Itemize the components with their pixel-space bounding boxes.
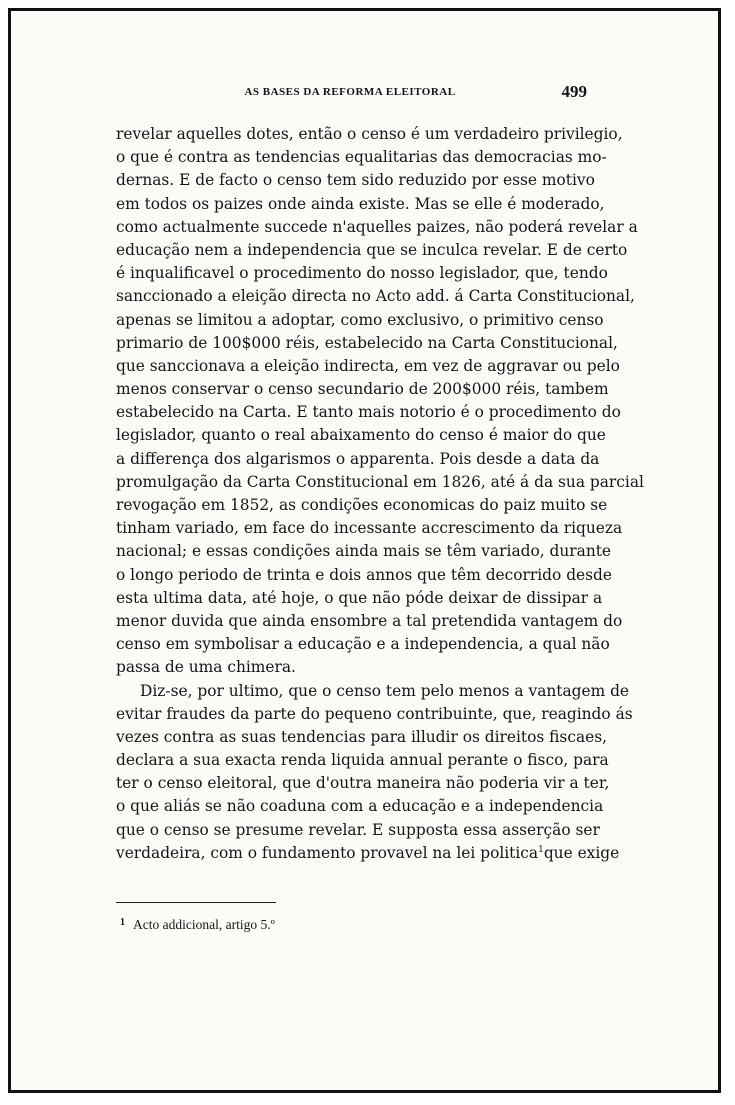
text-line: educação nem a independencia que se inculca revelar. E de certo [116,240,628,259]
footnote-marker: 1 [120,917,125,928]
text-line-part: que exige [543,843,620,862]
text-line-with-footnote [116,842,620,865]
text-line: revelar aquelles dotes, então o censo é um verdadeiro privilegio, [116,125,623,143]
text-line: revogação em 1852, as condições economicas do paiz muito se [116,496,608,514]
paragraph-start-line: Diz-se, por ultimo, que o censo tem pelo menos a vantagem de [140,681,630,700]
footnote-text: Acto addicional, artigo 5.º [133,917,275,932]
text-line: que sanccionava a eleição indirecta, em vez de aggravar ou pelo [116,356,620,375]
text-line: o que é contra as tendencias equalitarias das democracias mo- [116,148,607,167]
text-line: censo em symbolisar a educação e a independencia, a qual não [116,635,610,654]
text-line: promulgação da Carta Constitucional em 1826, até á da sua parcial [116,472,644,491]
body-text [116,123,644,865]
footnote-rule [116,902,276,903]
text-line: apenas se limitou a adoptar, como exclusivo, o primitivo censo [116,310,604,329]
paragraph-end-line: passa de uma chimera. [116,658,296,677]
text-line: legislador, quanto o real abaixamento do censo é maior do que [116,426,606,445]
text-line: o longo periodo de trinta e dois annos que têm decorrido desde [116,565,613,584]
text-line: a differença dos algarismos o apparenta. Pois desde a data da [116,449,600,468]
text-line: evitar fraudes da parte do pequeno contribuinte, que, reagindo ás [116,704,633,723]
text-line: que o censo se presume revelar. E supposta essa asserção ser [116,820,600,839]
running-head [0,82,735,106]
text-line: tinham variado, em face do incessante accrescimento da riqueza [116,519,623,538]
text-line: estabelecido na Carta. E tanto mais notorio é o procedimento do [116,403,621,422]
text-line: sanccionado a eleição directa no Acto add. á Carta Constitucional, [116,287,635,306]
text-line: ter o censo eleitoral, que d'outra maneira não poderia vir a ter, [116,774,610,793]
text-line: o que aliás se não coaduna com a educação e a independencia [116,797,604,816]
text-line: em todos os paizes onde ainda existe. Mas se elle é moderado, [116,194,605,213]
footnote [120,917,275,933]
text-line: é inqualificavel o procedimento do nosso legislador, que, tendo [116,264,608,283]
text-line: primario de 100$000 réis, estabelecido na Carta Constitucional, [116,333,618,352]
text-line: como actualmente succede n'aquelles paizes, não poderá revelar a [116,217,638,236]
text-line: dernas. E de facto o censo tem sido reduzido por esse motivo [116,171,595,190]
footnote-reference: 1 [538,844,544,855]
text-line: vezes contra as suas tendencias para illudir os direitos fiscaes, [116,727,608,746]
text-line-part: verdadeira, com o fundamento provavel na lei politica [116,843,539,862]
running-title: AS BASES DA REFORMA ELEITORAL [244,86,456,98]
text-line: menos conservar o censo secundario de 200$000 réis, tambem [116,380,609,399]
text-line: nacional; e essas condições ainda mais se têm variado, durante [116,542,612,561]
text-line: esta ultima data, até hoje, o que não póde deixar de dissipar a [116,588,603,607]
text-line: menor duvida que ainda ensombre a tal pretendida vantagem do [116,611,623,630]
page-number: 499 [561,82,587,101]
text-line: declara a sua exacta renda liquida annual perante o fisco, para [116,751,609,770]
